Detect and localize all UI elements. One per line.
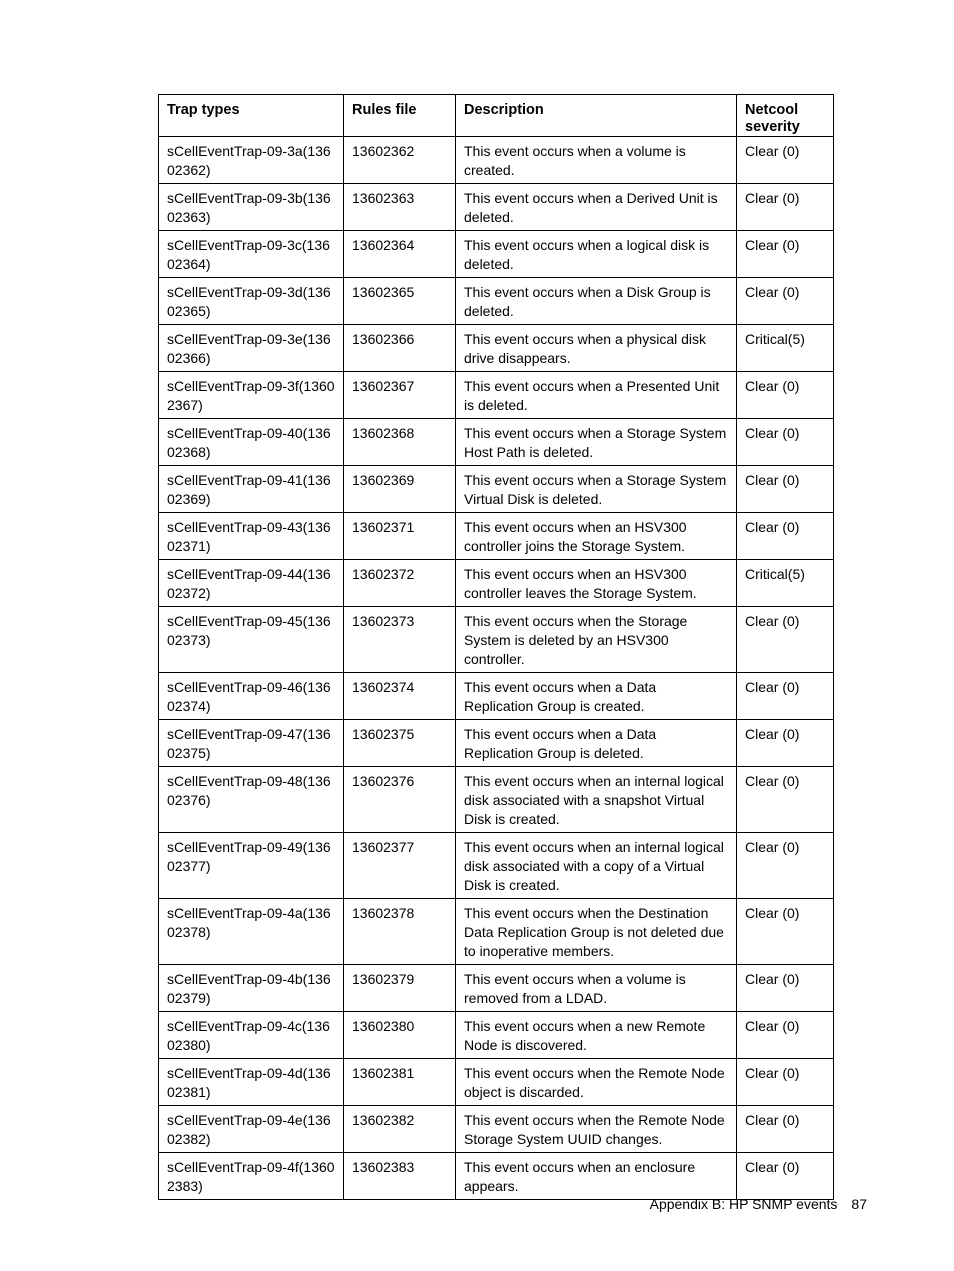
- severity-cell: Clear (0): [737, 1153, 834, 1200]
- rules-file-cell: 13602364: [344, 231, 456, 278]
- description-cell: This event occurs when a Disk Group is deleted.: [456, 278, 737, 325]
- description-cell: This event occurs when a volume is removed from a LDAD.: [456, 965, 737, 1012]
- trap-type-cell: sCellEventTrap-09-49(13602377): [159, 833, 344, 899]
- header-rules-file: Rules file: [344, 95, 456, 137]
- rules-file-cell: 13602373: [344, 607, 456, 673]
- header-description: Description: [456, 95, 737, 137]
- table-row: [159, 767, 834, 833]
- table-row: [159, 184, 834, 231]
- description-cell: This event occurs when a Data Replication Group is deleted.: [456, 720, 737, 767]
- rules-file-cell: 13602383: [344, 1153, 456, 1200]
- trap-type-cell: sCellEventTrap-09-3b(13602363): [159, 184, 344, 231]
- header-netcool-severity: Netcool severity: [737, 95, 834, 137]
- trap-type-cell: sCellEventTrap-09-40(13602368): [159, 419, 344, 466]
- trap-type-cell: sCellEventTrap-09-3e(13602366): [159, 325, 344, 372]
- table-row: [159, 1059, 834, 1106]
- table-row: [159, 278, 834, 325]
- rules-file-cell: 13602380: [344, 1012, 456, 1059]
- description-cell: This event occurs when an enclosure appears.: [456, 1153, 737, 1200]
- trap-type-cell: sCellEventTrap-09-44(13602372): [159, 560, 344, 607]
- severity-cell: Clear (0): [737, 184, 834, 231]
- table-row: [159, 419, 834, 466]
- rules-file-cell: 13602374: [344, 673, 456, 720]
- description-cell: This event occurs when an HSV300 controller joins the Storage System.: [456, 513, 737, 560]
- rules-file-cell: 13602372: [344, 560, 456, 607]
- rules-file-cell: 13602362: [344, 137, 456, 184]
- rules-file-cell: 13602365: [344, 278, 456, 325]
- severity-cell: Clear (0): [737, 278, 834, 325]
- page-number: 87: [851, 1196, 867, 1212]
- trap-type-cell: sCellEventTrap-09-46(13602374): [159, 673, 344, 720]
- rules-file-cell: 13602378: [344, 899, 456, 965]
- trap-type-cell: sCellEventTrap-09-3a(13602362): [159, 137, 344, 184]
- trap-type-cell: sCellEventTrap-09-41(13602369): [159, 466, 344, 513]
- page-footer: [650, 1196, 867, 1212]
- table-row: [159, 466, 834, 513]
- rules-file-cell: 13602366: [344, 325, 456, 372]
- rules-file-cell: 13602382: [344, 1106, 456, 1153]
- severity-cell: Clear (0): [737, 137, 834, 184]
- rules-file-cell: 13602369: [344, 466, 456, 513]
- table-row: [159, 513, 834, 560]
- table-row: [159, 965, 834, 1012]
- description-cell: This event occurs when the Storage System is deleted by an HSV300 controller.: [456, 607, 737, 673]
- table-row: [159, 325, 834, 372]
- trap-type-cell: sCellEventTrap-09-4a(13602378): [159, 899, 344, 965]
- trap-type-cell: sCellEventTrap-09-4f(13602383): [159, 1153, 344, 1200]
- trap-type-cell: sCellEventTrap-09-4c(13602380): [159, 1012, 344, 1059]
- rules-file-cell: 13602371: [344, 513, 456, 560]
- rules-file-cell: 13602377: [344, 833, 456, 899]
- severity-cell: Clear (0): [737, 1012, 834, 1059]
- description-cell: This event occurs when an internal logical disk associated with a snapshot Virtual Disk is created.: [456, 767, 737, 833]
- severity-cell: Clear (0): [737, 899, 834, 965]
- description-cell: This event occurs when a new Remote Node is discovered.: [456, 1012, 737, 1059]
- description-cell: This event occurs when a Storage System Virtual Disk is deleted.: [456, 466, 737, 513]
- description-cell: This event occurs when a logical disk is deleted.: [456, 231, 737, 278]
- severity-cell: Clear (0): [737, 372, 834, 419]
- table-row: [159, 137, 834, 184]
- severity-cell: Clear (0): [737, 720, 834, 767]
- description-cell: This event occurs when an HSV300 controller leaves the Storage System.: [456, 560, 737, 607]
- rules-file-cell: 13602376: [344, 767, 456, 833]
- trap-type-cell: sCellEventTrap-09-4d(13602381): [159, 1059, 344, 1106]
- table-row: [159, 560, 834, 607]
- severity-cell: Clear (0): [737, 767, 834, 833]
- description-cell: This event occurs when the Destination Data Replication Group is not deleted due to inoperative members.: [456, 899, 737, 965]
- description-cell: This event occurs when a physical disk drive disappears.: [456, 325, 737, 372]
- table-row: [159, 720, 834, 767]
- description-cell: This event occurs when a volume is created.: [456, 137, 737, 184]
- rules-file-cell: 13602367: [344, 372, 456, 419]
- trap-type-cell: sCellEventTrap-09-3d(13602365): [159, 278, 344, 325]
- description-cell: This event occurs when an internal logical disk associated with a copy of a Virtual Disk is created.: [456, 833, 737, 899]
- severity-cell: Critical(5): [737, 325, 834, 372]
- table-row: [159, 1106, 834, 1153]
- table-row: [159, 833, 834, 899]
- severity-cell: Clear (0): [737, 673, 834, 720]
- severity-cell: Clear (0): [737, 965, 834, 1012]
- severity-cell: Clear (0): [737, 513, 834, 560]
- severity-cell: Clear (0): [737, 1059, 834, 1106]
- severity-cell: Critical(5): [737, 560, 834, 607]
- snmp-events-table: [158, 94, 834, 1200]
- severity-cell: Clear (0): [737, 231, 834, 278]
- trap-type-cell: sCellEventTrap-09-43(13602371): [159, 513, 344, 560]
- table-body: [159, 137, 834, 1200]
- table-row: [159, 673, 834, 720]
- footer-section-title: Appendix B: HP SNMP events: [649, 1196, 838, 1212]
- severity-cell: Clear (0): [737, 1106, 834, 1153]
- table-row: [159, 607, 834, 673]
- severity-cell: Clear (0): [737, 833, 834, 899]
- description-cell: This event occurs when a Storage System Host Path is deleted.: [456, 419, 737, 466]
- rules-file-cell: 13602368: [344, 419, 456, 466]
- table-row: [159, 899, 834, 965]
- table-row: [159, 1153, 834, 1200]
- description-cell: This event occurs when a Derived Unit is deleted.: [456, 184, 737, 231]
- trap-type-cell: sCellEventTrap-09-47(13602375): [159, 720, 344, 767]
- severity-cell: Clear (0): [737, 419, 834, 466]
- severity-cell: Clear (0): [737, 466, 834, 513]
- severity-cell: Clear (0): [737, 607, 834, 673]
- description-cell: This event occurs when the Remote Node object is discarded.: [456, 1059, 737, 1106]
- table-row: [159, 372, 834, 419]
- trap-type-cell: sCellEventTrap-09-3c(13602364): [159, 231, 344, 278]
- trap-type-cell: sCellEventTrap-09-45(13602373): [159, 607, 344, 673]
- trap-type-cell: sCellEventTrap-09-4b(13602379): [159, 965, 344, 1012]
- rules-file-cell: 13602363: [344, 184, 456, 231]
- trap-type-cell: sCellEventTrap-09-48(13602376): [159, 767, 344, 833]
- rules-file-cell: 13602379: [344, 965, 456, 1012]
- table-row: [159, 1012, 834, 1059]
- rules-file-cell: 13602375: [344, 720, 456, 767]
- trap-type-cell: sCellEventTrap-09-4e(13602382): [159, 1106, 344, 1153]
- description-cell: This event occurs when a Data Replication Group is created.: [456, 673, 737, 720]
- description-cell: This event occurs when a Presented Unit is deleted.: [456, 372, 737, 419]
- header-trap-types: Trap types: [159, 95, 344, 137]
- trap-type-cell: sCellEventTrap-09-3f(13602367): [159, 372, 344, 419]
- table-header-row: [159, 95, 834, 137]
- description-cell: This event occurs when the Remote Node Storage System UUID changes.: [456, 1106, 737, 1153]
- table-row: [159, 231, 834, 278]
- rules-file-cell: 13602381: [344, 1059, 456, 1106]
